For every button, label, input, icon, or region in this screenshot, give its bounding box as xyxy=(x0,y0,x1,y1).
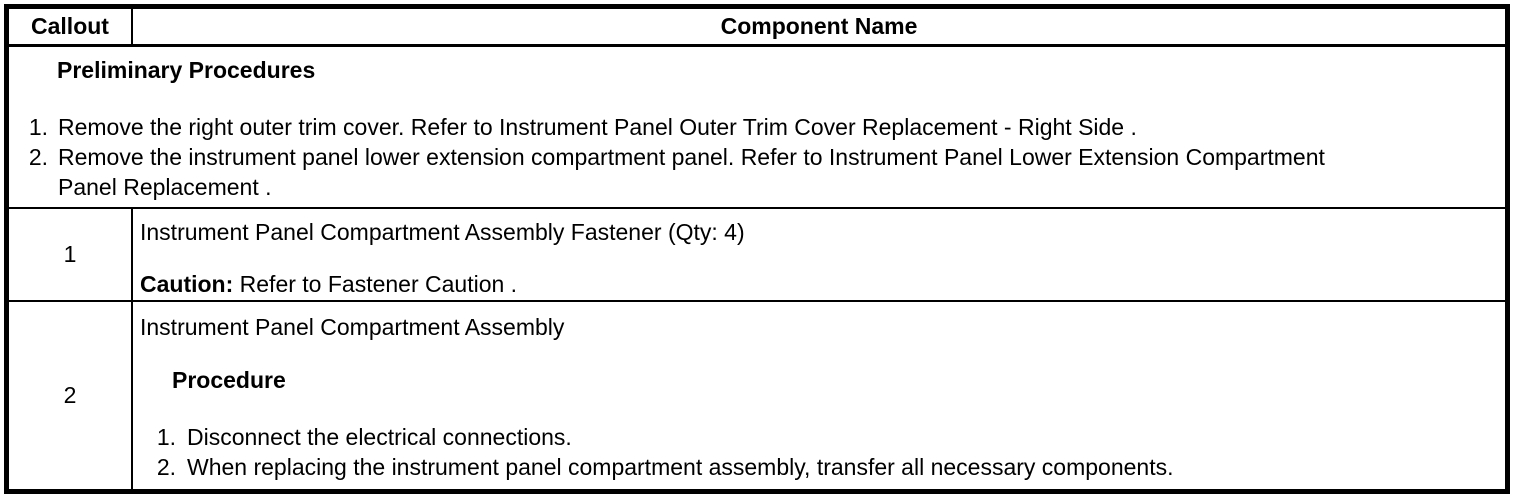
preliminary-procedures-row xyxy=(9,47,1505,209)
component-callout-table xyxy=(4,4,1510,494)
table-header-row xyxy=(9,9,1505,47)
caution-text: Refer to Fastener Caution . xyxy=(233,271,518,297)
callout-number-cell: 1 xyxy=(9,209,133,300)
list-item xyxy=(140,452,1485,482)
component-name-cell xyxy=(133,209,1505,300)
caution-label: Caution: xyxy=(140,271,234,297)
list-item xyxy=(9,142,1505,202)
list-item-text: When replacing the instrument panel compartment assembly, transfer all necessary components. xyxy=(187,454,1174,480)
callout-number-cell: 2 xyxy=(9,302,133,489)
list-item-text: Disconnect the electrical connections. xyxy=(187,424,572,450)
component-name-cell xyxy=(133,302,1505,489)
caution-note xyxy=(140,269,1485,299)
component-name-column-header: Component Name xyxy=(720,13,918,39)
list-item-number: 2. xyxy=(156,454,176,480)
list-item xyxy=(140,422,1485,452)
callout-column-header: Callout xyxy=(9,9,133,44)
preliminary-steps-list xyxy=(9,112,1505,202)
component-name-text: Instrument Panel Compartment Assembly xyxy=(140,314,565,340)
preliminary-procedures-title: Preliminary Procedures xyxy=(57,57,316,83)
table-row xyxy=(9,302,1505,489)
list-item-number: 1. xyxy=(28,114,48,140)
list-item-text: Remove the right outer trim cover. Refer to Instrument Panel Outer Trim Cover Replacement - Right Side . xyxy=(58,114,1137,140)
component-name-text: Instrument Panel Compartment Assembly Fastener (Qty: 4) xyxy=(140,219,745,245)
list-item-text: Remove the instrument panel lower extension compartment panel. Refer to Instrument Panel Lower Extension Compartment Panel Replacement . xyxy=(58,144,1325,200)
table-row xyxy=(9,209,1505,302)
list-item xyxy=(9,112,1505,142)
list-item-number: 2. xyxy=(28,144,48,170)
procedure-steps-list xyxy=(140,422,1485,482)
list-item-number: 1. xyxy=(156,424,176,450)
procedure-heading: Procedure xyxy=(172,367,286,393)
